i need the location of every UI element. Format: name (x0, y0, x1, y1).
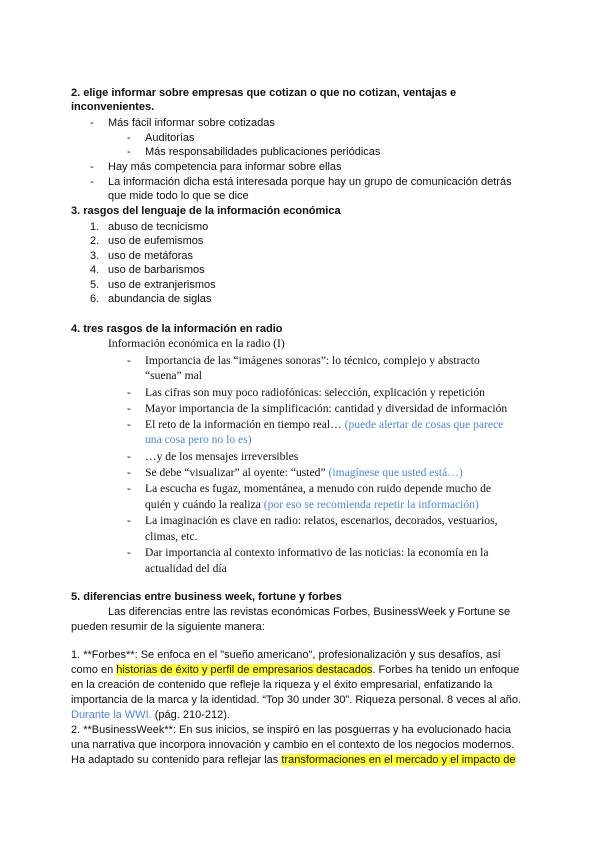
bullet-dash: - (127, 466, 131, 479)
list-item: Dar importancia al contexto informativo de las noticias: la economía en la (145, 546, 489, 559)
item-text: El reto de la información en tiempo real… (145, 418, 345, 431)
list-item: uso de eufemismos (108, 235, 204, 247)
list-item: La imaginación es clave en radio: relatos, escenarios, decorados, vestuarios, (145, 514, 498, 527)
highlighted-text: historias de éxito y perfil de empresarios destacados (116, 664, 373, 676)
section-5-heading: 5. diferencias entre business week, fortune y forbes (71, 591, 342, 603)
text-span: . Forbes ha tenido un enfoque (372, 664, 520, 676)
bullet-dash: - (127, 402, 131, 415)
paragraph-line: importancia de la marca y la identidad. “Top 30 under 30”. Riqueza personal. 8 veces al año. (71, 694, 522, 706)
list-item-cont: actualidad del día (145, 562, 227, 575)
text-span: (pág. 210-212). (154, 709, 230, 721)
list-number: 4. (90, 264, 100, 276)
list-number: 5. (90, 279, 100, 291)
list-item: uso de extranjerismos (108, 279, 216, 291)
list-item-cont: que mide todo lo que se dice (108, 190, 249, 202)
text-span: Ha adaptado su contenido para reflejar las (71, 754, 282, 766)
list-item: Más responsabilidades publicaciones periódicas (145, 146, 381, 158)
text-span: como en (71, 664, 117, 676)
list-item: abuso de tecnicismo (108, 221, 209, 233)
list-number: 1. (90, 221, 100, 233)
list-item: Auditorías (145, 132, 195, 144)
list-item: Más fácil informar sobre cotizadas (108, 117, 275, 129)
paragraph-line: Las diferencias entre las revistas económicas Forbes, BusinessWeek y Fortune se (108, 606, 511, 618)
bullet-dash: - (127, 450, 131, 463)
bullet-dash: - (90, 117, 94, 129)
list-item (145, 465, 463, 480)
bullet-dash: - (127, 482, 131, 495)
bullet-dash: - (127, 146, 131, 158)
bullet-dash: - (127, 546, 131, 559)
list-item: La escucha es fugaz, momentánea, a menudo con ruido depende mucho de (145, 482, 492, 495)
list-item-cont (145, 497, 479, 512)
section-4-heading: 4. tres rasgos de la información en radio (71, 323, 283, 335)
paragraph-line: una narrativa que incorpora innovación y cambio en el contexto de los negocios modernos. (71, 739, 515, 751)
list-item: abundancia de siglas (108, 293, 212, 305)
list-item: La información dicha está interesada porque hay un grupo de comunicación detrás (108, 176, 512, 188)
section-2-heading-cont: inconvenientes. (71, 101, 155, 113)
list-item: Hay más competencia para informar sobre ellas (108, 161, 342, 173)
note-text: Durante la WWI. (71, 709, 155, 721)
bullet-dash: - (127, 418, 131, 431)
paragraph-line (71, 663, 519, 678)
section-2-heading: 2. elige informar sobre empresas que cotizan o que no cotizan, ventajas e (71, 87, 457, 99)
list-item: Importancia de las “imágenes sonoras”: lo técnico, complejo y abstracto (145, 354, 480, 367)
list-item: uso de barbarismos (108, 264, 205, 276)
list-number: 6. (90, 293, 100, 305)
list-number: 3. (90, 250, 100, 262)
paragraph-line (71, 708, 230, 723)
list-item: Mayor importancia de la simplificación: cantidad y diversidad de información (145, 402, 508, 415)
list-item: …y de los mensajes irreversibles (145, 450, 299, 463)
list-item-cont: “suena” mal (145, 369, 202, 382)
paragraph-line: 1. **Forbes**: Se enfoca en el "sueño americano", profesionalización y sus desafíos, así (71, 649, 501, 661)
note-text: (imagínese que usted está…) (328, 466, 463, 479)
bullet-dash: - (127, 132, 131, 144)
note-text: (por eso se recomienda repetir la información) (263, 498, 479, 511)
bullet-dash: - (90, 176, 94, 188)
note-text: (puede alertar de cosas que parece (344, 418, 504, 431)
item-text: quién y cuándo la realiza (145, 498, 264, 511)
paragraph-line: en la creación de contenido que refleje la riqueza y el éxito empresarial, enfatizando la (71, 679, 493, 691)
list-item: uso de metáforas (108, 250, 193, 262)
note-text-cont: una cosa pero no lo es) (145, 433, 252, 446)
list-item (145, 417, 503, 432)
list-item: Las cifras son muy poco radiofónicas: selección, explicación y repetición (145, 386, 485, 399)
section-3-heading: 3. rasgos del lenguaje de la información económica (71, 205, 341, 217)
subtitle: Información económica en la radio (I) (108, 337, 285, 350)
paragraph-line: 2. **BusinessWeek**: En sus inicios, se inspiró en las posguerras y ha evolucionado hacia (71, 724, 512, 736)
bullet-dash: - (127, 354, 131, 367)
bullet-dash: - (127, 386, 131, 399)
highlighted-text: transformaciones en el mercado y el impacto de (281, 754, 516, 766)
bullet-dash: - (127, 514, 131, 527)
item-text: Se debe “visualizar” al oyente: “usted” (145, 466, 329, 479)
paragraph-line (71, 753, 516, 768)
bullet-dash: - (90, 161, 94, 173)
paragraph-line: pueden resumir de la siguiente manera: (71, 621, 265, 633)
list-number: 2. (90, 235, 100, 247)
list-item-cont: climas, etc. (145, 530, 198, 543)
